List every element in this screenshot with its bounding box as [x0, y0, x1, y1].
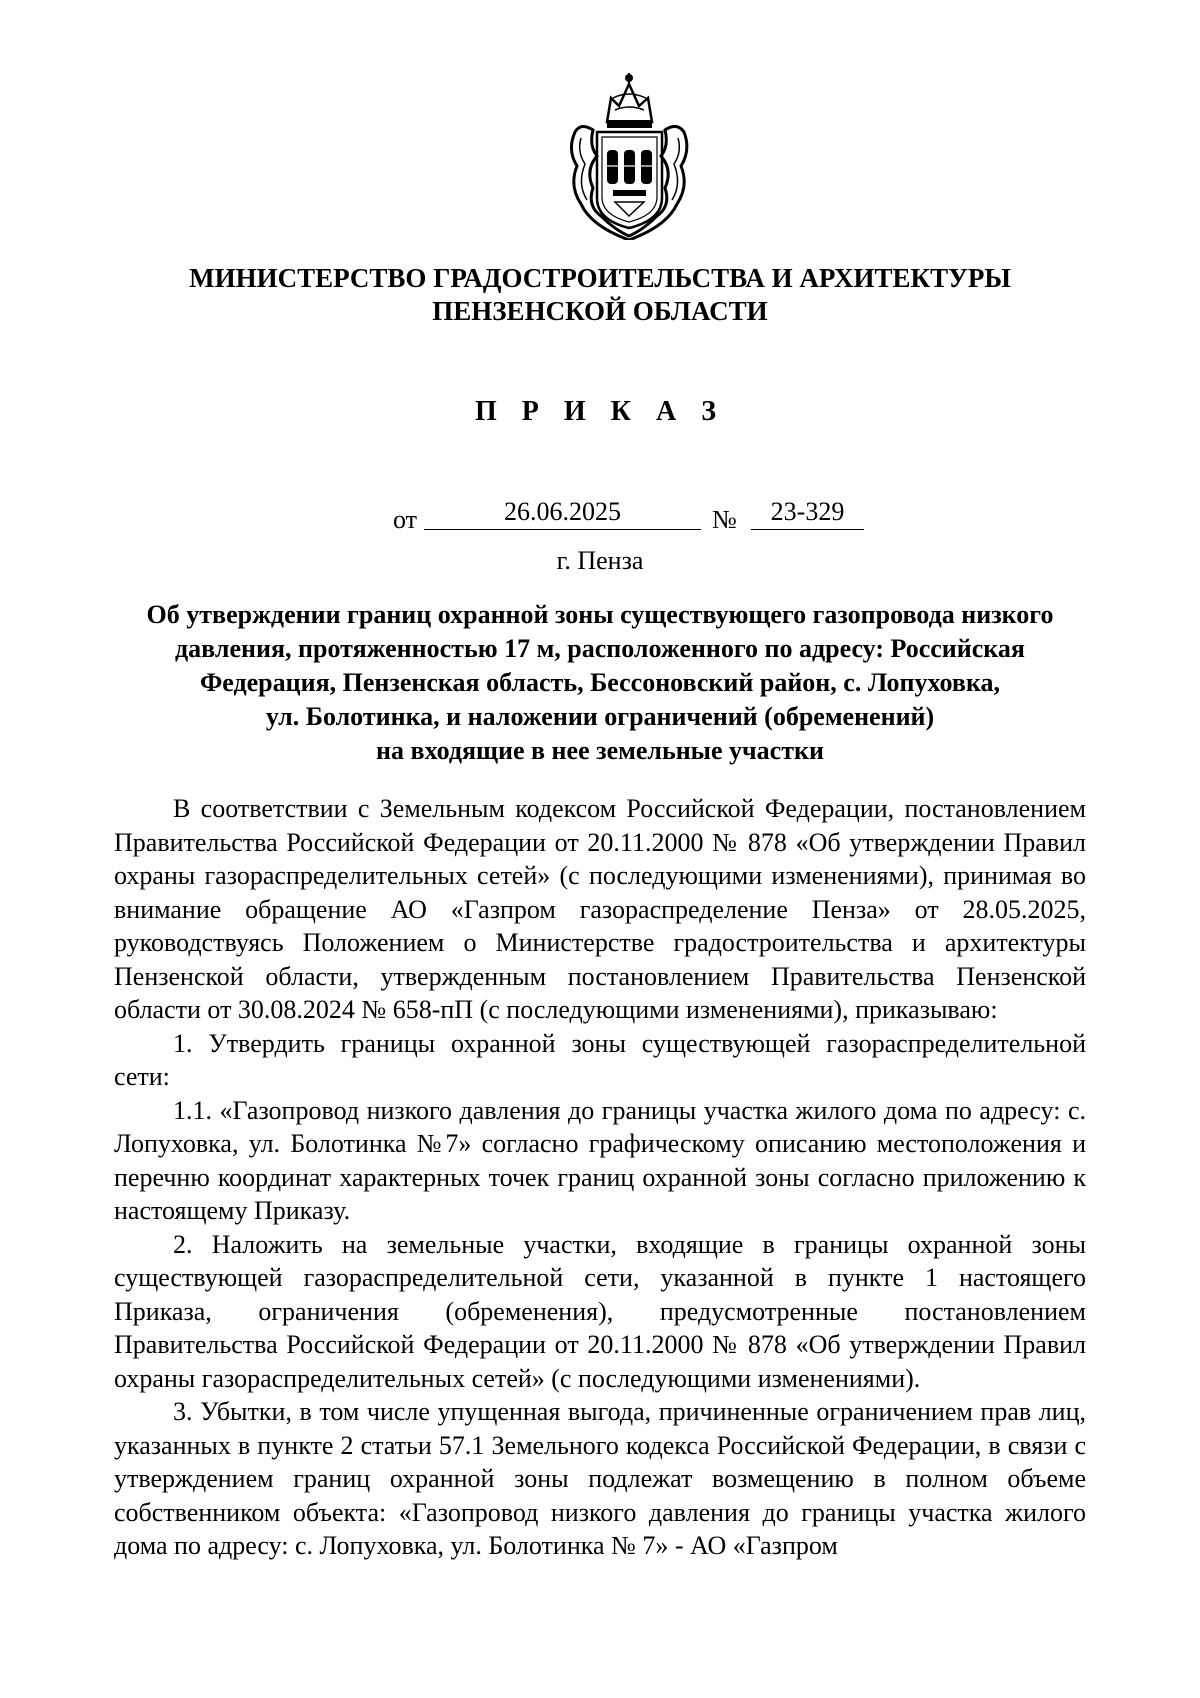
ministry-name-line1: МИНИСТЕРСТВО ГРАДОСТРОИТЕЛЬСТВА И АРХИТЕКТУРЫ: [189, 263, 1011, 293]
document-type-title: П Р И К А З: [475, 396, 725, 427]
coat-of-arms-emblem: [567, 70, 692, 240]
item-2-paragraph: 2. Наложить на земельные участки, входящие в границы охранной зоны существующей газораспределительной сети, указанной в пункте 1 настоящего Приказа, ограничения (обременения), предусмотренные постановлением Правительства Российской Федерации от 20.11.2000 № 878 «Об утверждении Правил охраны газораспределительных сетей» (с последующими изменениями).: [114, 1229, 1086, 1393]
date-prefix: от: [393, 505, 418, 534]
order-number: 23-329: [751, 497, 864, 530]
item-1-1-paragraph: 1.1. «Газопровод низкого давления до границы участка жилого дома по адресу: с. Лопуховка, ул. Болотинка №7» согласно графическому описанию местоположения и перечню координат характерных точек границ охранной зоны согласно приложению к настоящему Приказу.: [114, 1095, 1086, 1225]
ministry-name: [100, 262, 1100, 328]
order-subject: [110, 598, 1090, 768]
order-body: [114, 792, 1086, 1563]
city-name: г. Пенза: [556, 546, 644, 575]
number-prefix: №: [712, 505, 737, 534]
subject-line: Об утверждении границ охранной зоны существующего газопровода низкого: [146, 600, 1054, 629]
date-number-line: [0, 497, 1200, 537]
order-date: 26.06.2025: [424, 497, 701, 530]
item-3-paragraph: 3. Убытки, в том числе упущенная выгода, причиненные ограничением прав лиц, указанных в пункте 2 статьи 57.1 Земельного кодекса Российской Федерации, в связи с утверждением границ охранной зоны подлежат возмещению в полном объеме собственником объекта: «Газопровод низкого давления до границы участка жилого дома по адресу: с. Лопуховка, ул. Болотинка № 7» - АО «Газпром: [114, 1397, 1086, 1560]
preamble-paragraph: В соответствии с Земельным кодексом Российской Федерации, постановлением Правительства Российской Федерации от 20.11.2000 № 878 «Об утверждении Правил охраны газораспределительных сетей» (с последующими изменениями), принимая во внимание обращение АО «Газпром газораспределение Пенза» от 28.05.2025, руководствуясь Положением о Министерстве градостроительства и архитектуры Пензенской области, утвержденным постановлением Правительства Пензенской области от 30.08.2024 № 658-пП (с последующими изменениями), приказываю:: [114, 794, 1086, 1024]
subject-line: ул. Болотинка, и наложении ограничений (обременений): [265, 702, 935, 731]
subject-line: на входящие в нее земельные участки: [376, 736, 824, 765]
item-1-paragraph: 1. Утвердить границы охранной зоны существующей газораспределительной сети:: [114, 1028, 1086, 1091]
ministry-name-line2: ПЕНЗЕНСКОЙ ОБЛАСТИ: [432, 296, 768, 326]
subject-line: Федерация, Пензенская область, Бессоновский район, с. Лопуховка,: [199, 668, 1001, 697]
subject-line: давления, протяженностью 17 м, расположенного по адресу: Российская: [175, 634, 1025, 663]
